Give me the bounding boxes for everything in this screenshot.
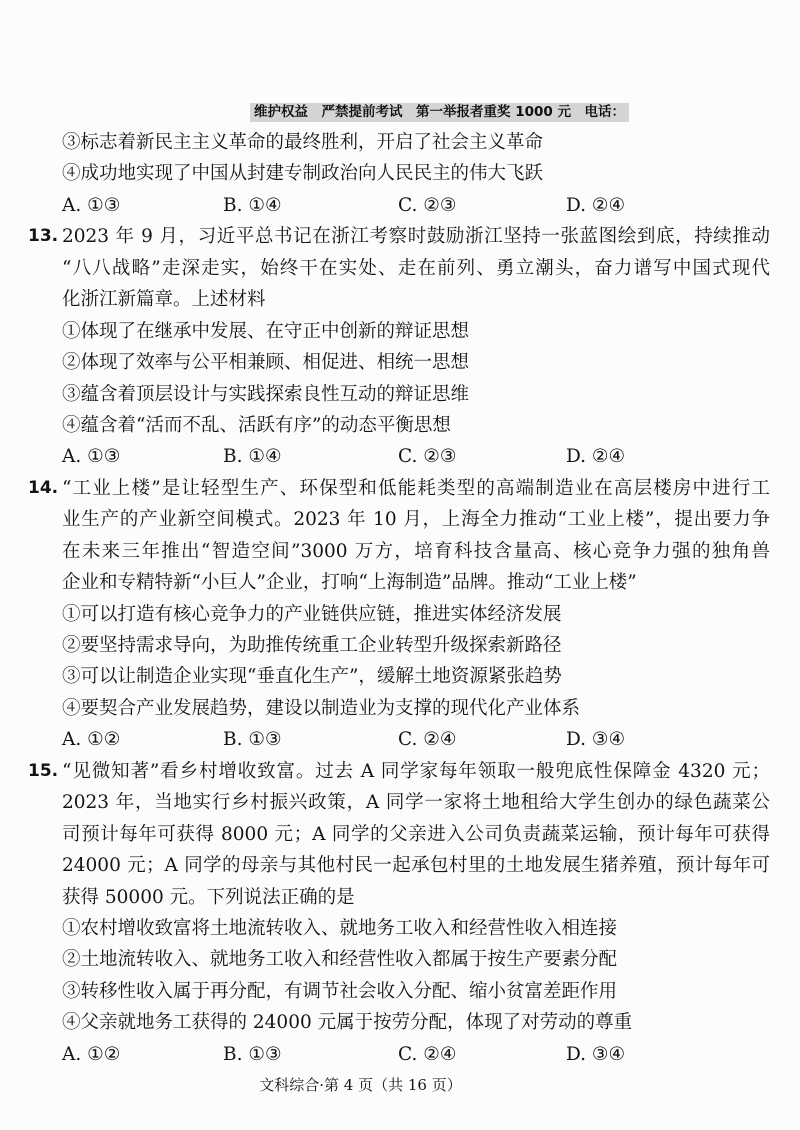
question-13-option-d: D. ②④ xyxy=(566,446,626,468)
question-15-option-c: C. ②④ xyxy=(398,1043,457,1065)
question-15-statement-2: ②土地流转收入、就地务工收入和经营性收入都属于按生产要素分配 xyxy=(62,949,618,971)
question-14-option-d: D. ③④ xyxy=(566,729,626,751)
anti-leak-notice: 维护权益 严禁提前考试 第一举报者重奖 1000 元 电话： xyxy=(250,103,629,122)
question-14-option-b: B. ①③ xyxy=(223,729,282,751)
question-13-options xyxy=(62,441,770,472)
question-13-number: 13. xyxy=(28,226,59,247)
question-15-options xyxy=(62,1039,770,1070)
question-13-statement-4: ④蕴含着“活而不乱、活跃有序”的动态平衡思想 xyxy=(62,414,451,436)
question-12-option-c: C. ②③ xyxy=(398,194,457,216)
question-15-stem-line-3: 司预计每年可获得 8000 元；A 同学的父亲进入公司负责蔬菜运输，预计每年可获得 xyxy=(62,823,770,845)
question-14-number: 14. xyxy=(28,477,59,498)
question-12-option-d: D. ②④ xyxy=(566,194,626,216)
question-13-statement-3: ③蕴含着顶层设计与实践探索良性互动的辩证思维 xyxy=(62,383,470,405)
question-13-option-b: B. ①④ xyxy=(223,446,282,468)
question-13-option-a: A. ①③ xyxy=(62,446,121,468)
question-12-statement-4: ④成功地实现了中国从封建专制政治向人民民主的伟大飞跃 xyxy=(62,163,544,185)
question-15-option-a: A. ①② xyxy=(62,1043,121,1065)
question-15-stem-line-5: 获得 50000 元。下列说法正确的是 xyxy=(62,886,355,908)
question-13-statement-1: ①体现了在继承中发展、在守正中创新的辩证思想 xyxy=(62,320,470,342)
question-14-statement-3: ③可以让制造企业实现“垂直化生产”，缓解土地资源紧张趋势 xyxy=(62,666,562,688)
question-13-stem-line-3: 化浙江新篇章。上述材料 xyxy=(62,289,266,311)
question-13-stem-line-1 xyxy=(28,221,770,252)
question-14-options xyxy=(62,724,770,755)
question-14-option-c: C. ②④ xyxy=(398,729,457,751)
question-14-stem-text-1: “工业上楼”是让轻型生产、环保型和低能耗类型的高端制造业在高层楼房中进行工 xyxy=(62,477,770,499)
question-12-option-a: A. ①③ xyxy=(62,194,121,216)
question-15-stem-line-2: 2023 年，当地实行乡村振兴政策，A 同学一家将土地租给大学生创办的绿色蔬菜公 xyxy=(62,792,770,814)
question-15-stem-text-1: “见微知著”看乡村增收致富。过去 A 同学家每年领取一般兜底性保障金 4320 元； xyxy=(62,760,770,782)
question-12-statement-3: ③标志着新民主主义革命的最终胜利，开启了社会主义革命 xyxy=(62,132,544,153)
question-14-stem-line-3: 在未来三年推出“智造空间”3000 万方，培育科技含量高、核心竞争力强的独角兽 xyxy=(62,540,770,562)
question-14-stem-line-4: 企业和专精特新“小巨人”企业，打响“上海制造”品牌。推动“工业上楼” xyxy=(62,572,637,594)
question-15-statement-1: ①农村增收致富将土地流转收入、就地务工收入和经营性收入相连接 xyxy=(62,917,618,939)
question-13-stem-text-1: 2023 年 9 月，习近平总书记在浙江考察时鼓励浙江坚持一张蓝图绘到底，持续推动 xyxy=(62,226,770,248)
question-12-option-b: B. ①④ xyxy=(223,194,282,216)
question-15-statement-4: ④父亲就地务工获得的 24000 元属于按劳分配，体现了对劳动的尊重 xyxy=(62,1012,633,1034)
question-14-option-a: A. ①② xyxy=(62,729,121,751)
question-15-option-b: B. ①③ xyxy=(223,1043,282,1065)
question-15-stem-line-4: 24000 元；A 同学的母亲与其他村民一起承包村里的土地发展生猪养殖，预计每年可 xyxy=(62,855,770,877)
question-13-option-c: C. ②③ xyxy=(398,446,457,468)
question-14-statement-1: ①可以打造有核心竞争力的产业链供应链，推进实体经济发展 xyxy=(62,603,562,625)
question-14-stem-line-2: 业生产的产业新空间模式。2023 年 10 月，上海全力推动“工业上楼”，提出要力争 xyxy=(62,509,770,531)
page-content xyxy=(0,127,800,1070)
question-14-stem-line-1 xyxy=(28,473,770,504)
question-13-statement-2: ②体现了效率与公平相兼顾、相促进、相统一思想 xyxy=(62,352,470,374)
question-13-stem-line-2: “八八战略”走深走实，始终干在实处、走在前列、勇立潮头，奋力谱写中国式现代 xyxy=(62,257,770,279)
question-14-statement-4: ④要契合产业发展趋势，建设以制造业为支撑的现代化产业体系 xyxy=(62,697,581,719)
question-15-number: 15. xyxy=(28,760,59,781)
question-15-option-d: D. ③④ xyxy=(566,1043,626,1065)
question-15-stem-line-1 xyxy=(28,756,770,787)
page-footer: 文科综合·第 4 页（共 16 页） xyxy=(259,1076,462,1094)
question-12-options xyxy=(62,190,770,221)
question-14-statement-2: ②要坚持需求导向，为助推传统重工企业转型升级探索新路径 xyxy=(62,635,562,656)
question-15-statement-3: ③转移性收入属于再分配，有调节社会收入分配、缩小贫富差距作用 xyxy=(62,980,618,1002)
